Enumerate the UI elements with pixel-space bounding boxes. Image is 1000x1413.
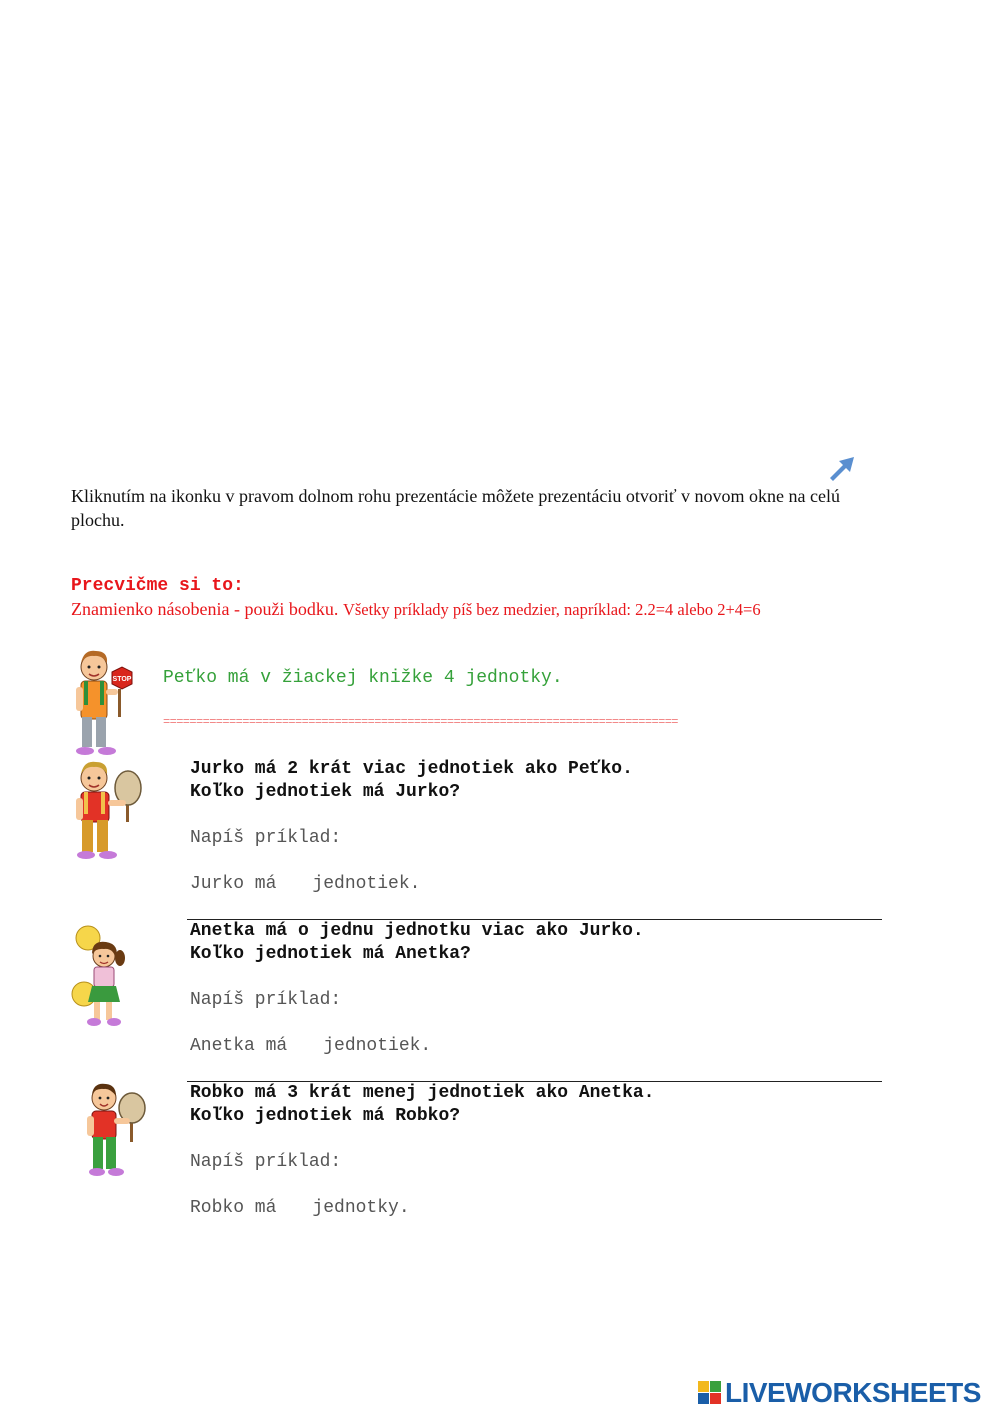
section-heading: Precvičme si to:: [71, 576, 244, 596]
answer-3-suffix: jednotky.: [312, 1198, 410, 1218]
question-2-line-2: Koľko jednotiek má Anetka?: [190, 944, 471, 964]
question-1-prompt: Napíš príklad:: [190, 828, 342, 848]
question-2-prompt: Napíš príklad:: [190, 990, 342, 1010]
question-1-answer: [190, 874, 420, 894]
answer-1-suffix: jednotiek.: [312, 874, 421, 894]
answer-2-prefix: Anetka má: [190, 1036, 288, 1056]
answer-3-prefix: Robko má: [190, 1198, 277, 1218]
boy-paddle-illustration-2: [80, 1080, 160, 1195]
intro-line: Peťko má v žiackej knižke 4 jednotky.: [163, 668, 563, 688]
instruction-main: Znamienko násobenia - použi bodku.: [71, 599, 343, 619]
girl-pompom-illustration: [70, 918, 150, 1033]
liveworksheets-logo[interactable]: [697, 1376, 981, 1410]
stop-sign-text: STOP: [112, 676, 132, 683]
divider-line: ==============================================================================: [163, 715, 678, 729]
liveworksheets-logo-mark-icon: [697, 1378, 723, 1408]
expand-arrow-icon[interactable]: [826, 454, 856, 484]
separator-1: [187, 919, 882, 920]
question-2-answer: [190, 1036, 431, 1056]
question-2-line-1: Anetka má o jednu jednotku viac ako Jurko.: [190, 921, 644, 941]
answer-1-prefix: Jurko má: [190, 874, 277, 894]
liveworksheets-logo-text: LIVEWORKSHEETS: [725, 1377, 981, 1408]
question-1-line-1: Jurko má 2 krát viac jednotiek ako Peťko.: [190, 759, 633, 779]
boy-stop-sign-illustration: [72, 645, 152, 760]
separator-2: [187, 1081, 882, 1082]
question-3-line-2: Koľko jednotiek má Robko?: [190, 1106, 461, 1126]
question-3-line-1: Robko má 3 krát menej jednotiek ako Anetka.: [190, 1083, 655, 1103]
boy-paddle-illustration: [72, 758, 152, 873]
question-3-answer: [190, 1198, 410, 1218]
instruction-small: Všetky príklady píš bez medzier, napríklad: 2.2=4 alebo 2+4=6: [342, 600, 761, 619]
intro-text: Kliknutím na ikonku v pravom dolnom rohu prezentácie môžete prezentáciu otvoriť v novom okne na celú plochu.: [71, 486, 840, 530]
question-3-prompt: Napíš príklad:: [190, 1152, 342, 1172]
question-1-line-2: Koľko jednotiek má Jurko?: [190, 782, 461, 802]
instruction-text: [71, 599, 761, 620]
answer-2-suffix: jednotiek.: [323, 1036, 432, 1056]
